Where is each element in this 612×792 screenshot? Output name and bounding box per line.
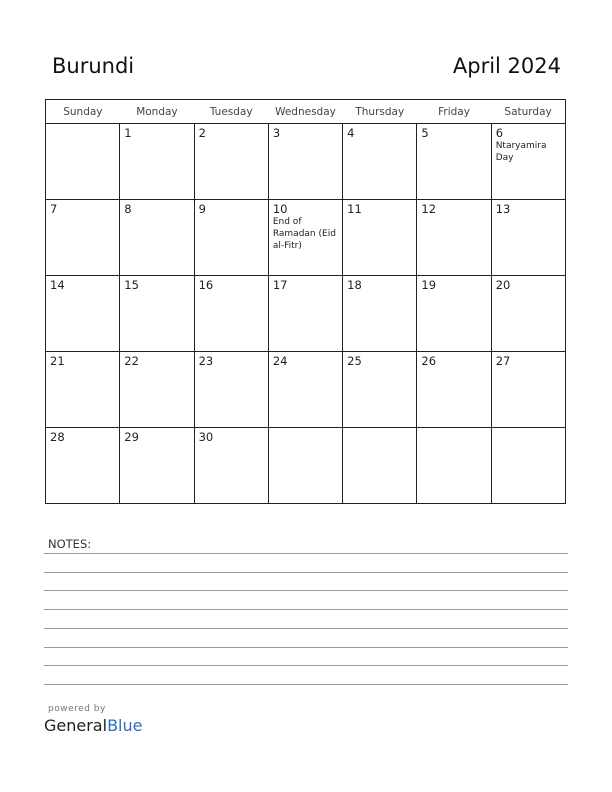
day-cell: [194, 124, 268, 200]
day-number: 11: [347, 202, 362, 216]
day-cell: [194, 200, 268, 276]
day-cell: [343, 352, 417, 428]
day-cell: [417, 200, 491, 276]
day-cell: [417, 352, 491, 428]
week-row-3: [46, 276, 566, 352]
day-number: 4: [347, 126, 355, 140]
day-cell: [120, 352, 194, 428]
day-number: 17: [272, 278, 288, 292]
logo-blue: Blue: [107, 716, 143, 735]
weekday-header-row: [46, 100, 566, 124]
day-number: 25: [347, 354, 362, 368]
day-number: 27: [495, 354, 511, 368]
day-cell: [417, 124, 491, 200]
day-cell: [120, 428, 194, 504]
day-number: 22: [124, 354, 139, 368]
day-cell: [491, 276, 565, 352]
day-number: 28: [50, 430, 65, 444]
day-cell: [491, 428, 565, 504]
weekday-monday: Monday: [120, 100, 194, 124]
day-number: 19: [421, 278, 437, 292]
week-row-5: [46, 428, 566, 504]
day-number: 24: [272, 354, 288, 368]
day-cell: [343, 428, 417, 504]
day-cell: [194, 276, 268, 352]
day-number: 1: [124, 126, 132, 140]
day-number: 6: [495, 126, 504, 140]
day-cell: [194, 352, 268, 428]
note-line: [44, 590, 568, 591]
day-cell: [491, 124, 565, 200]
generalblue-logo: [44, 716, 142, 735]
day-cell: [491, 352, 565, 428]
weekday-thursday: Thursday: [343, 100, 417, 124]
logo-general: General: [44, 716, 108, 735]
day-number: 9: [198, 202, 206, 216]
day-number: 3: [272, 126, 281, 140]
day-cell: [46, 200, 120, 276]
day-number: 26: [421, 354, 437, 368]
day-number: 12: [421, 202, 437, 216]
day-number: 21: [50, 354, 65, 368]
note-line: [44, 647, 568, 648]
day-number: 18: [347, 278, 362, 292]
month-title: April 2024: [452, 54, 561, 78]
holiday-label: Ntaryamira Day: [495, 141, 547, 163]
day-cell: [120, 200, 194, 276]
day-cell: [343, 124, 417, 200]
day-cell: [417, 428, 491, 504]
note-line: [44, 553, 568, 554]
day-cell: [268, 200, 342, 276]
day-number: 23: [198, 354, 214, 368]
day-cell: [268, 276, 342, 352]
country-title: Burundi: [52, 54, 135, 78]
day-number: 5: [421, 126, 429, 140]
day-cell: [46, 352, 120, 428]
day-number: 13: [495, 202, 511, 216]
day-number: 15: [124, 278, 139, 292]
day-number: 2: [198, 126, 206, 140]
day-cell: [417, 276, 491, 352]
day-cell: [268, 124, 342, 200]
week-row-1: [46, 124, 566, 200]
weekday-friday: Friday: [417, 100, 491, 124]
week-row-2: [46, 200, 566, 276]
day-number: 7: [50, 202, 58, 216]
day-cell: [46, 276, 120, 352]
weekday-saturday: Saturday: [491, 100, 565, 124]
day-cell: [46, 124, 120, 200]
day-cell: [268, 428, 342, 504]
note-line: [44, 572, 568, 573]
day-number: 16: [198, 278, 214, 292]
note-line: [44, 684, 568, 685]
powered-by-text: powered by: [48, 704, 106, 714]
weekday-sunday: Sunday: [46, 100, 120, 124]
day-cell: [120, 124, 194, 200]
note-line: [44, 665, 568, 666]
day-cell: [268, 352, 342, 428]
day-number: 14: [50, 278, 65, 292]
note-line: [44, 628, 568, 629]
day-cell: [343, 276, 417, 352]
day-number: 8: [124, 202, 132, 216]
day-cell: [343, 200, 417, 276]
day-cell: [194, 428, 268, 504]
day-number: 29: [124, 430, 139, 444]
day-cell: [46, 428, 120, 504]
week-row-4: [46, 352, 566, 428]
weekday-tuesday: Tuesday: [194, 100, 268, 124]
day-number: 30: [198, 430, 214, 444]
notes-label: NOTES:: [48, 537, 92, 551]
calendar-grid: [45, 99, 566, 504]
day-number: 20: [495, 278, 511, 292]
day-cell: [491, 200, 565, 276]
weekday-wednesday: Wednesday: [268, 100, 342, 124]
day-number: 10: [272, 202, 288, 216]
note-line: [44, 609, 568, 610]
day-cell: [120, 276, 194, 352]
holiday-label: End of Ramadan (Eid al-Fitr): [272, 217, 336, 251]
